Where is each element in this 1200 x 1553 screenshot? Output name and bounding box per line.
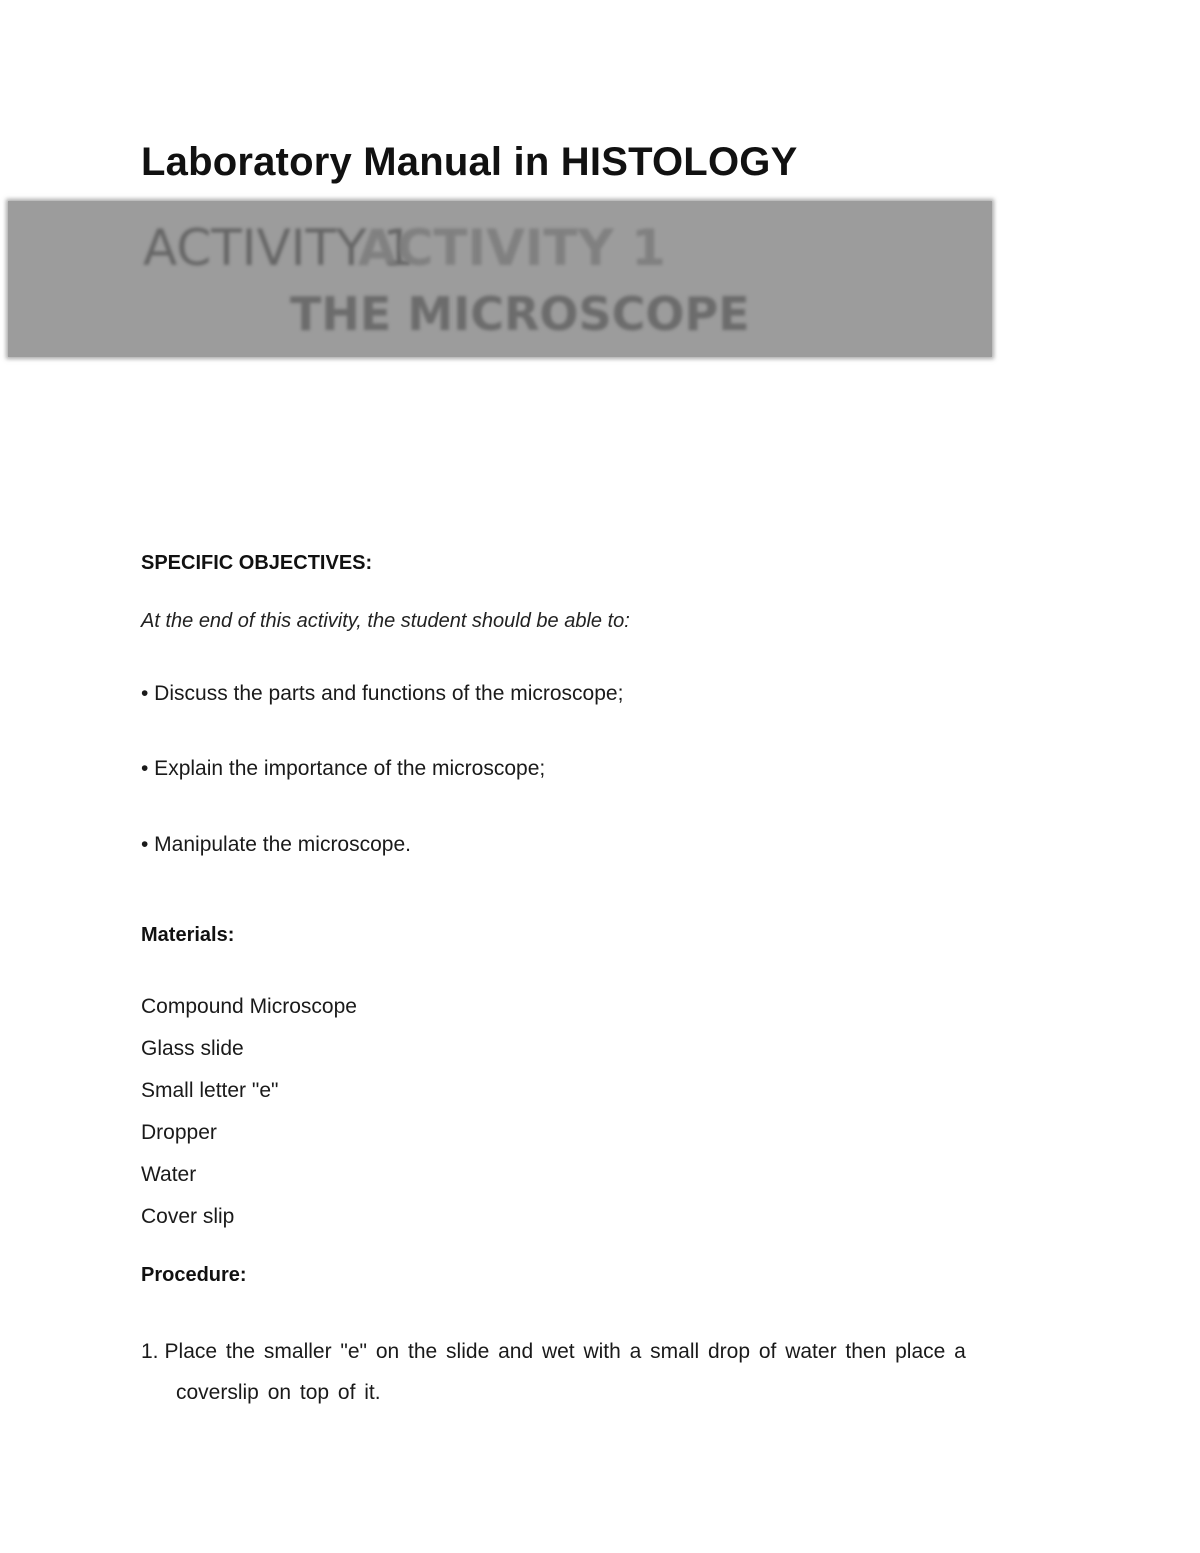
objectives-heading: SPECIFIC OBJECTIVES: <box>141 552 373 574</box>
material-item: Glass slide <box>141 1037 244 1060</box>
material-item: Small letter "e" <box>141 1079 279 1102</box>
document-title: Laboratory Manual in HISTOLOGY <box>141 140 798 184</box>
procedure-step-number: 1. <box>141 1340 159 1363</box>
objective-item: • Discuss the parts and functions of the microscope; <box>141 682 624 705</box>
activity-label: ACTIVITY 1 <box>143 219 415 277</box>
materials-heading: Materials: <box>141 924 235 946</box>
material-item: Cover slip <box>141 1205 235 1228</box>
material-item: Water <box>141 1163 197 1186</box>
activity-label-duplicate: ACTIVITY 1 <box>358 219 666 277</box>
procedure-step-text-continued: coverslip on top of it. <box>176 1381 381 1404</box>
objective-item: • Explain the importance of the microscope; <box>141 757 546 780</box>
procedure-heading: Procedure: <box>141 1264 247 1286</box>
activity-subtitle: THE MICROSCOPE <box>290 287 750 341</box>
material-item: Dropper <box>141 1121 217 1144</box>
procedure-step <box>141 1331 1061 1413</box>
procedure-step-text: Place the smaller "e" on the slide and wet with a small drop of water then place a <box>164 1340 966 1363</box>
objectives-intro: At the end of this activity, the student should be able to: <box>141 610 630 632</box>
activity-banner <box>8 201 992 357</box>
objective-item: • Manipulate the microscope. <box>141 833 411 856</box>
material-item: Compound Microscope <box>141 995 357 1018</box>
